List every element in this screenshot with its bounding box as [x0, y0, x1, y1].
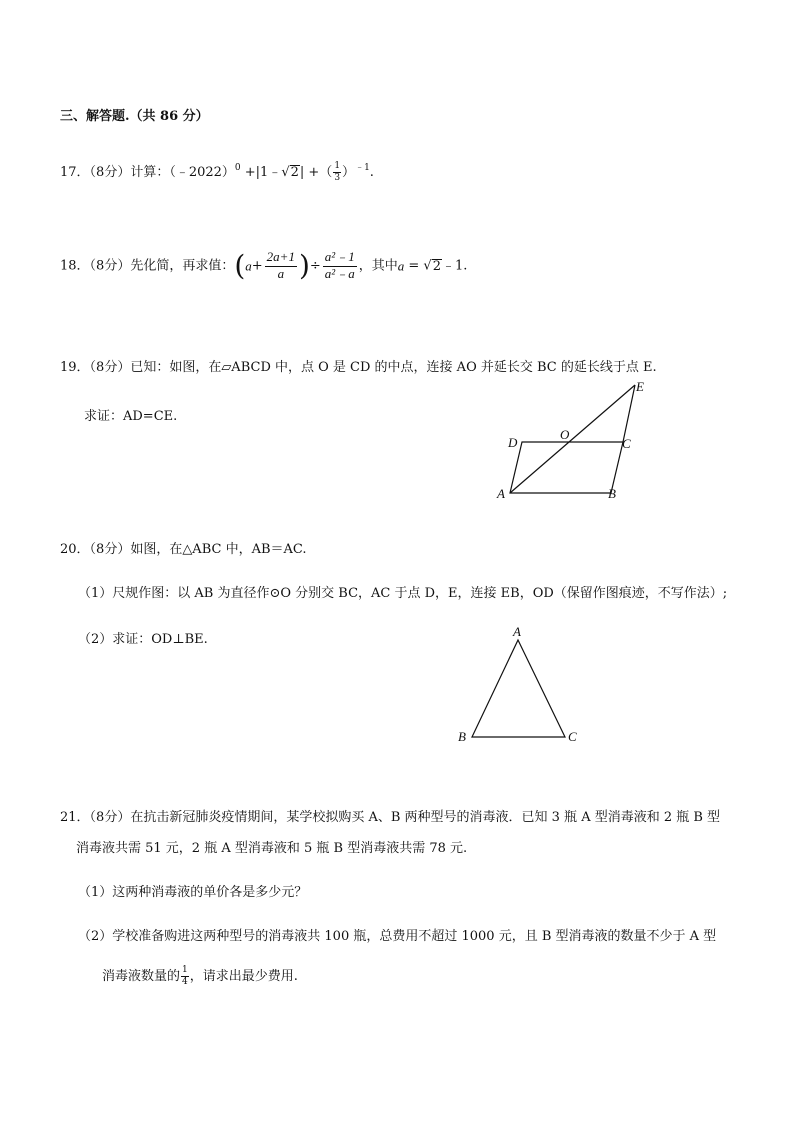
- q18-prefix: 18．（8分）先化简，再求值：: [60, 258, 235, 274]
- q21-frac-num: 1: [182, 965, 188, 975]
- q18-cond-a: a: [397, 258, 405, 274]
- q18-fraction-2: [323, 250, 357, 282]
- q21-part2-line1: （2）学校准备购进这两种型号的消毒液共 100 瓶，总费用不超过 1000 元，且 B 型消毒液的数量不少于 A 型: [78, 929, 717, 944]
- section-title: 三、解答题.（共 86 分）: [60, 109, 209, 124]
- q19-parallelogram-figure: [495, 377, 675, 507]
- q17-exp0: 0: [234, 163, 241, 173]
- q18-plus: +: [251, 258, 263, 274]
- q17-end: .: [369, 165, 374, 180]
- q17-close: ）: [342, 165, 356, 180]
- triangle-abc: [472, 640, 565, 737]
- q21-part2-pre: 消毒液数量的: [102, 969, 181, 984]
- q17-frac-den: 3: [334, 173, 341, 183]
- label-o: O: [560, 427, 570, 442]
- q21-part1: （1）这两种消毒液的单价各是多少元？: [78, 885, 308, 900]
- q19-stem: 19．（8分）已知：如图，在▱ABCD 中，点 O 是 CD 的中点，连接 AO 并延长交 BC 的延长线于点 E.: [60, 360, 657, 375]
- label-e: E: [636, 379, 644, 394]
- q17-sqrt-sign: √: [281, 165, 290, 180]
- q18-left-paren: (: [234, 248, 246, 282]
- label-b: B: [608, 486, 616, 501]
- question-18: [60, 250, 467, 282]
- q21-fraction: [181, 966, 189, 987]
- q21-part2-post: ，请求出最少费用.: [189, 969, 298, 984]
- q18-f1-den: a: [277, 265, 285, 281]
- q21-stem-line1: 21．（8分）在抗击新冠肺炎疫情期间，某学校拟购买 A、B 两种型号的消毒液．已知 3 瓶 A 型消毒液和 2 瓶 B 型: [60, 810, 721, 825]
- q18-right-paren: ): [298, 248, 310, 282]
- segment-ae: [510, 385, 635, 493]
- q17-prefix: 17．（8分）计算：（﹣2022）: [60, 165, 235, 180]
- q18-f2-den: a²﹣a: [324, 265, 355, 281]
- q20-stem: 20．（8分）如图，在△ABC 中，AB＝AC.: [60, 542, 307, 557]
- q17-mid: +|1﹣: [240, 165, 282, 180]
- q17-fraction: [333, 162, 341, 183]
- q18-div: ÷: [309, 258, 321, 274]
- parallelogram-abcd: [510, 442, 623, 493]
- q18-f2-num: a²﹣1: [323, 250, 357, 267]
- label-d: D: [508, 435, 518, 450]
- q18-cond-sqrt-sign: √: [423, 258, 432, 274]
- q21-frac-den: 4: [182, 977, 188, 987]
- q19-prove: 求证：AD=CE.: [84, 409, 178, 424]
- q20-triangle-figure: [455, 624, 585, 744]
- q17-frac-num: 1: [334, 161, 341, 171]
- q18-f1-num: 2a+1: [265, 250, 297, 267]
- q17-sqrt-arg: 2: [290, 165, 299, 180]
- q21-stem-line2: 消毒液共需 51 元，2 瓶 A 型消毒液和 5 瓶 B 型消毒液共需 78 元.: [76, 841, 468, 856]
- q17-exp: ﹣1: [355, 163, 370, 173]
- q20-part1: （1）尺规作图：以 AB 为直径作⊙O 分别交 BC，AC 于点 D，E，连接 EB，OD（保留作图痕迹，不写作法）;: [78, 586, 728, 601]
- q20-part2: （2）求证：OD⊥BE.: [78, 632, 208, 647]
- q18-cond-sqrt: 2: [432, 258, 441, 274]
- label-a: A: [513, 624, 521, 639]
- q18-a: a: [245, 258, 252, 274]
- label-c: C: [622, 436, 631, 451]
- q17-mid2: | +（: [299, 165, 333, 180]
- q18-cond-end: ﹣1.: [441, 258, 468, 274]
- label-c: C: [568, 729, 577, 744]
- q21-part2-line2: [102, 966, 298, 987]
- q18-suffix: ，其中: [358, 258, 398, 274]
- q18-fraction-1: [265, 250, 297, 282]
- label-b: B: [458, 729, 466, 744]
- q18-cond-eq: =: [404, 258, 424, 274]
- label-a: A: [497, 486, 505, 501]
- question-17: [60, 162, 374, 183]
